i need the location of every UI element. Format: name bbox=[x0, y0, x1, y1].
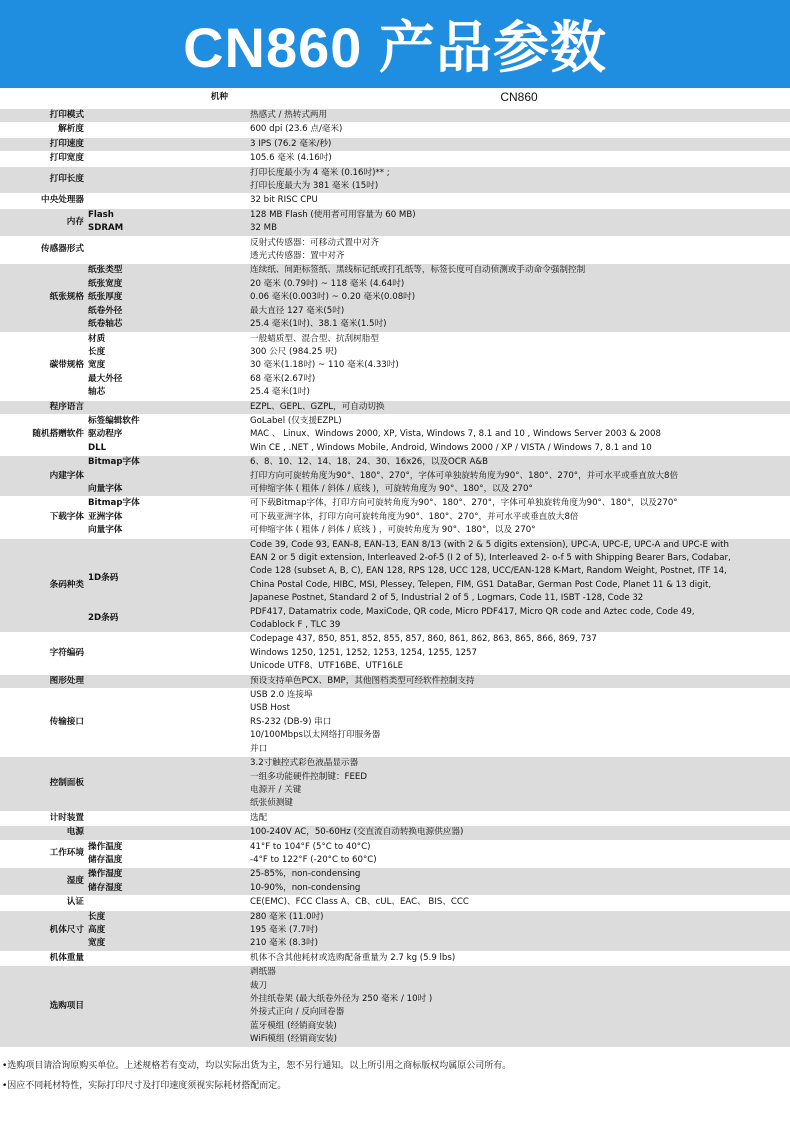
spec-value-line: 210 毫米 (8.3吋) bbox=[250, 938, 319, 949]
spec-value-line: 25.4 毫米(1吋) bbox=[250, 387, 310, 398]
spec-subcategory-label: 材质 长度 宽度 最大外径 轴芯 bbox=[86, 332, 248, 400]
spec-value-line: 机体不含其他耗材或选购配备重量为 2.7 kg (5.9 lbs) bbox=[250, 952, 456, 963]
footer-note: •选购项目请洽询原购买单位。上述规格若有变动，均以实际出货为主，恕不另行通知。以上所引用之商标版权均属原公司所有。 bbox=[2, 1060, 512, 1071]
spec-value-cell bbox=[248, 166, 790, 194]
spec-value-line: Japanese Postnet, Standard 2 of 5, Industrial 2 of 5 , Logmars, Code 11, ISBT -128, Code 32 bbox=[250, 593, 644, 604]
spec-value-cell bbox=[248, 332, 790, 400]
spec-value-line: -4°F to 122°F (-20°C to 60°C) bbox=[250, 854, 377, 865]
spec-value-cell bbox=[248, 400, 790, 414]
spec-value-line: 3 IPS (76.2 毫米/秒) bbox=[250, 138, 332, 149]
spec-value-line: Codepage 437, 850, 851, 852, 855, 857, 860, 861, 862, 863, 865, 866, 869, 737 bbox=[250, 634, 597, 645]
spec-row bbox=[0, 109, 790, 123]
spec-value-line: WiFi模组 (经销商安装) bbox=[250, 1034, 337, 1045]
spec-row bbox=[0, 868, 790, 896]
spec-category-label: 内存 bbox=[0, 208, 86, 236]
spec-subcategory-label: 1D条码 2D条码 bbox=[86, 538, 248, 633]
spec-row bbox=[0, 497, 790, 538]
spec-subcategory-label bbox=[86, 811, 248, 825]
spec-value-line: 透光式传感器：置中对齐 bbox=[250, 251, 345, 262]
spec-category-label: 随机搭赠软件 bbox=[0, 414, 86, 455]
spec-subcategory-label bbox=[86, 826, 248, 840]
model-row bbox=[0, 88, 790, 109]
spec-row bbox=[0, 414, 790, 455]
spec-value-line: 100-240V AC，50-60Hz (交直流自动转换电源供应器) bbox=[250, 827, 464, 838]
spec-value-line: 一般蜡质型、混合型、抗刮树脂型 bbox=[250, 333, 379, 344]
spec-row bbox=[0, 208, 790, 236]
spec-category-label: 打印速度 bbox=[0, 137, 86, 151]
spec-value-line: 外挂纸卷架 (最大纸卷外径为 250 毫米 / 10吋 ) bbox=[250, 994, 433, 1004]
spec-subcategory-label bbox=[86, 109, 248, 123]
spec-value-line: 外接式正向 / 反向回卷器 bbox=[250, 1007, 345, 1018]
spec-value-cell bbox=[248, 868, 790, 896]
spec-row bbox=[0, 194, 790, 208]
spec-value-line: 预设支持单色PCX、BMP，其他图档类型可经软件控制支持 bbox=[250, 675, 475, 686]
spec-value-cell bbox=[248, 951, 790, 965]
spec-value-line: 一组多功能硬件控制键：FEED bbox=[250, 771, 367, 782]
spec-subcategory-label: 标签编辑软件 驱动程序 DLL bbox=[86, 414, 248, 455]
spec-value-cell bbox=[248, 456, 790, 497]
spec-value-line: 25.4 毫米(1吋)、38.1 毫米(1.5吋) bbox=[250, 319, 387, 330]
spec-value-line: 41°F to 104°F (5°C to 40°C) bbox=[250, 841, 371, 852]
spec-value-line: 蓝牙模组 (经销商安装) bbox=[250, 1020, 337, 1031]
spec-subcategory-label: 操作湿度 储存湿度 bbox=[86, 868, 248, 896]
spec-value-cell bbox=[248, 236, 790, 264]
spec-value-cell bbox=[248, 264, 790, 332]
spec-value-line: 10/100Mbps以太网络打印服务器 bbox=[250, 730, 381, 741]
spec-value-cell bbox=[248, 208, 790, 236]
spec-category-label: 计时装置 bbox=[0, 811, 86, 825]
spec-category-label: 图形处理 bbox=[0, 674, 86, 688]
spec-value-line: Win CE , .NET , Windows Mobile, Android, Windows 2000 / XP / VISTA / Windows 7, 8.1 and 10 bbox=[250, 442, 652, 453]
spec-category-label: 打印长度 bbox=[0, 166, 86, 194]
spec-row bbox=[0, 137, 790, 151]
spec-value-cell bbox=[248, 811, 790, 825]
spec-category-label: 控制面板 bbox=[0, 757, 86, 812]
spec-category-label: 中央处理器 bbox=[0, 194, 86, 208]
spec-value-cell bbox=[248, 194, 790, 208]
spec-value-line: 选配 bbox=[250, 812, 268, 823]
spec-category-label: 传感器形式 bbox=[0, 236, 86, 264]
spec-value-line: 打印长度最小为 4 毫米 (0.16吋)** ; bbox=[250, 167, 390, 178]
spec-subcategory-label bbox=[86, 951, 248, 965]
spec-row bbox=[0, 826, 790, 840]
spec-value-line: 0.06 毫米(0.003吋) ~ 0.20 毫米(0.08吋) bbox=[250, 292, 416, 303]
spec-row bbox=[0, 236, 790, 264]
spec-row bbox=[0, 689, 790, 757]
spec-subcategory-label: Flash SDRAM bbox=[86, 208, 248, 236]
spec-row bbox=[0, 538, 790, 633]
spec-subcategory-label bbox=[86, 896, 248, 910]
spec-value-cell bbox=[248, 109, 790, 123]
spec-value-cell bbox=[248, 689, 790, 757]
spec-subcategory-label: 纸张类型 纸张宽度 纸张厚度 纸卷外径 纸卷轴芯 bbox=[86, 264, 248, 332]
spec-subcategory-label bbox=[86, 966, 248, 1047]
spec-value-line: EZPL、GEPL、GZPL，可自动切换 bbox=[250, 401, 385, 412]
spec-value-line: 纸张侦测键 bbox=[250, 798, 293, 809]
spec-value-line: 并口 bbox=[250, 743, 268, 754]
spec-row bbox=[0, 400, 790, 414]
spec-value-cell bbox=[248, 966, 790, 1047]
spec-value-cell bbox=[248, 757, 790, 812]
spec-value-line: 10-90%，non-condensing bbox=[250, 882, 361, 893]
spec-value-line: USB Host bbox=[250, 703, 290, 714]
spec-value-cell bbox=[248, 497, 790, 538]
spec-value-line: Codablock F , TLC 39 bbox=[250, 620, 341, 631]
spec-value-line: 电源开 / 关键 bbox=[250, 784, 302, 795]
spec-subcategory-label: Bitmap字体 亚洲字体 向量字体 bbox=[86, 497, 248, 538]
spec-value-line: 可伸缩字体 ( 粗体 / 斜体 / 底线 ) ，可旋转角度为 90°、180°，以及 270° bbox=[250, 525, 536, 536]
spec-value-line: 可下载Bitmap字体，打印方向可旋转角度为90°、180°、270°，字体可单独旋转角度为90°、180°，以及270° bbox=[250, 498, 678, 509]
spec-value-line: RS-232 (DB-9) 串口 bbox=[250, 716, 332, 727]
spec-subcategory-label bbox=[86, 236, 248, 264]
spec-row bbox=[0, 910, 790, 951]
spec-value-line: 3.2寸触控式彩色液晶显示器 bbox=[250, 758, 359, 769]
spec-row bbox=[0, 951, 790, 965]
spec-subcategory-label: 长度 高度 宽度 bbox=[86, 910, 248, 951]
spec-category-label: 打印宽度 bbox=[0, 152, 86, 166]
spec-subcategory-label bbox=[86, 757, 248, 812]
spec-value-line: GoLabel (仅支援EZPL) bbox=[250, 415, 342, 426]
model-label: 机种 bbox=[86, 88, 248, 109]
spec-value-line: 打印长度最大为 381 毫米 (15吋) bbox=[250, 181, 379, 192]
spec-category-label: 打印模式 bbox=[0, 109, 86, 123]
spec-category-label: 解析度 bbox=[0, 123, 86, 137]
spec-value-line: 20 毫米 (0.79吋) ~ 118 毫米 (4.64吋) bbox=[250, 278, 405, 289]
page-title-banner bbox=[0, 0, 790, 88]
spec-category-label: 内建字体 bbox=[0, 456, 86, 497]
model-value: CN860 bbox=[248, 88, 790, 109]
spec-value-line: 30 毫米(1.18吋) ~ 110 毫米(4.33吋) bbox=[250, 360, 399, 371]
spec-subcategory-label bbox=[86, 400, 248, 414]
spec-value-line: EAN 2 or 5 digit extension, Interleaved 2-of-5 (I 2 of 5), Interleaved 2- o-f 5 with Shipping Bearer Bars, Codabar, bbox=[250, 553, 731, 563]
spec-category-label: 条码种类 bbox=[0, 538, 86, 633]
spec-subcategory-label bbox=[86, 194, 248, 208]
spec-value-line: CE(EMC)、FCC Class A、CB、cUL、EAC、 BIS、CCC bbox=[250, 897, 469, 908]
spec-row bbox=[0, 757, 790, 812]
spec-row bbox=[0, 674, 790, 688]
spec-value-line: USB 2.0 连接埠 bbox=[250, 690, 313, 701]
spec-value-line: 6、8、10、12、14、18、24、30、16x26，以及OCR A&B bbox=[250, 457, 488, 468]
spec-value-line: 可伸缩字体 ( 粗体 / 斜体 / 底线 )，可旋转角度为 90°、180°，以及 270° bbox=[250, 483, 533, 494]
spec-category-label: 纸张规格 bbox=[0, 264, 86, 332]
spec-row bbox=[0, 633, 790, 674]
spec-value-line: 最大直径 127 毫米(5吋) bbox=[250, 305, 345, 316]
spec-value-line: MAC 、 Linux、Windows 2000, XP, Vista, Windows 7, 8.1 and 10 , Windows Server 2003 & 2008 bbox=[250, 429, 661, 440]
spec-row bbox=[0, 332, 790, 400]
spec-value-cell bbox=[248, 826, 790, 840]
page-title: CN860 产品参数 bbox=[183, 16, 607, 79]
spec-value-cell bbox=[248, 137, 790, 151]
spec-value-cell bbox=[248, 840, 790, 868]
spec-value-cell bbox=[248, 910, 790, 951]
spec-category-label: 碳带规格 bbox=[0, 332, 86, 400]
spec-category-label: 传输接口 bbox=[0, 689, 86, 757]
spec-value-line: Code 128 (subset A, B, C), EAN 128, RPS 128, UCC 128, UCC/EAN-128 K-Mart, Random Weight, Postnet, ITF 14, bbox=[250, 566, 727, 577]
spec-value-line: 280 毫米 (11.0吋) bbox=[250, 911, 324, 922]
spec-subcategory-label bbox=[86, 152, 248, 166]
footer-notes bbox=[0, 1056, 790, 1096]
spec-row bbox=[0, 152, 790, 166]
spec-value-line: PDF417, Datamatrix code, MaxiCode, QR code, Micro PDF417, Micro QR code and Aztec code, Code 49, bbox=[250, 606, 695, 617]
spec-subcategory-label bbox=[86, 689, 248, 757]
spec-row bbox=[0, 264, 790, 332]
spec-value-cell bbox=[248, 414, 790, 455]
spec-category-label: 机体重量 bbox=[0, 951, 86, 965]
spec-row bbox=[0, 123, 790, 137]
spec-value-line: 25-85%，non-condensing bbox=[250, 869, 361, 880]
spec-value-line: 打印方向可旋转角度为90°、180°、270°，字体可单独旋转角度为90°、180°、270°，并可水平或垂直放大8倍 bbox=[250, 470, 679, 481]
spec-category-label: 字符编码 bbox=[0, 633, 86, 674]
spec-value-line: 连续纸、间距标签纸、黑线标记纸或打孔纸等，标签长度可自动侦测或手动命令强制控制 bbox=[250, 265, 586, 276]
spec-row bbox=[0, 166, 790, 194]
spec-value-line: 热感式 / 热转式两用 bbox=[250, 110, 328, 120]
spec-value-cell bbox=[248, 538, 790, 633]
footer-note: •因应不同耗材特性，实际打印尺寸及打印速度须视实际耗材搭配而定。 bbox=[2, 1080, 287, 1091]
spec-value-line: 裁刀 bbox=[250, 980, 268, 991]
spec-value-line: Code 39, Code 93, EAN-8, EAN-13, EAN 8/13 (with 2 & 5 digits extension), UPC-A, UPC-E, UPC-A and UPC-E with bbox=[250, 539, 729, 550]
spec-table bbox=[0, 88, 790, 1048]
spec-value-line: Unicode UTF8、UTF16BE、UTF16LE bbox=[250, 661, 404, 672]
spec-subcategory-label bbox=[86, 633, 248, 674]
spec-value-line: 195 毫米 (7.7吋) bbox=[250, 924, 319, 935]
spec-category-label: 下载字体 bbox=[0, 497, 86, 538]
spec-category-label: 程序语言 bbox=[0, 400, 86, 414]
spec-subcategory-label bbox=[86, 123, 248, 137]
spec-value-line: 剥纸器 bbox=[250, 967, 276, 978]
spec-category-label: 工作环境 bbox=[0, 840, 86, 868]
spec-row bbox=[0, 966, 790, 1047]
spec-value-line: 600 dpi (23.6 点/毫米) bbox=[250, 124, 343, 135]
spec-value-line: 68 毫米(2.67吋) bbox=[250, 373, 316, 384]
spec-value-line: 300 公尺 (984.25 呎) bbox=[250, 346, 338, 357]
spec-value-cell bbox=[248, 633, 790, 674]
spec-value-line: 105.6 毫米 (4.16吋) bbox=[250, 153, 332, 164]
spec-subcategory-label bbox=[86, 137, 248, 151]
spec-value-cell bbox=[248, 896, 790, 910]
spec-row bbox=[0, 840, 790, 868]
spec-subcategory-label bbox=[86, 166, 248, 194]
spec-value-line: 可下载亚洲字体，打印方向可旋转角度为90°、180°、270°，并可水平或垂直放大8倍 bbox=[250, 511, 579, 522]
spec-category-label: 电源 bbox=[0, 826, 86, 840]
spec-value-cell bbox=[248, 152, 790, 166]
spec-value-line: Windows 1250, 1251, 1252, 1253, 1254, 1255, 1257 bbox=[250, 647, 477, 658]
spec-row bbox=[0, 456, 790, 497]
spec-category-label: 机体尺寸 bbox=[0, 910, 86, 951]
spec-row bbox=[0, 811, 790, 825]
spec-subcategory-label: 操作温度 储存温度 bbox=[86, 840, 248, 868]
spec-value-line: China Postal Code, HIBC, MSI, Plessey, Telepen, FIM, GS1 DataBar, German Post Code, Planet 11 & 13 digit, bbox=[250, 579, 712, 590]
spec-category-label: 湿度 bbox=[0, 868, 86, 896]
model-label-cell bbox=[0, 88, 86, 109]
spec-value-line: 128 MB Flash (使用者可用容量为 60 MB) bbox=[250, 209, 416, 220]
spec-value-line: 32 bit RISC CPU bbox=[250, 195, 318, 206]
spec-value-line: 32 MB bbox=[250, 223, 277, 234]
spec-value-cell bbox=[248, 123, 790, 137]
spec-value-cell bbox=[248, 674, 790, 688]
spec-category-label: 认证 bbox=[0, 896, 86, 910]
spec-row bbox=[0, 896, 790, 910]
spec-category-label: 选购项目 bbox=[0, 966, 86, 1047]
spec-value-line: 反射式传感器：可移动式置中对齐 bbox=[250, 237, 379, 248]
spec-subcategory-label: Bitmap字体 向量字体 bbox=[86, 456, 248, 497]
spec-subcategory-label bbox=[86, 674, 248, 688]
